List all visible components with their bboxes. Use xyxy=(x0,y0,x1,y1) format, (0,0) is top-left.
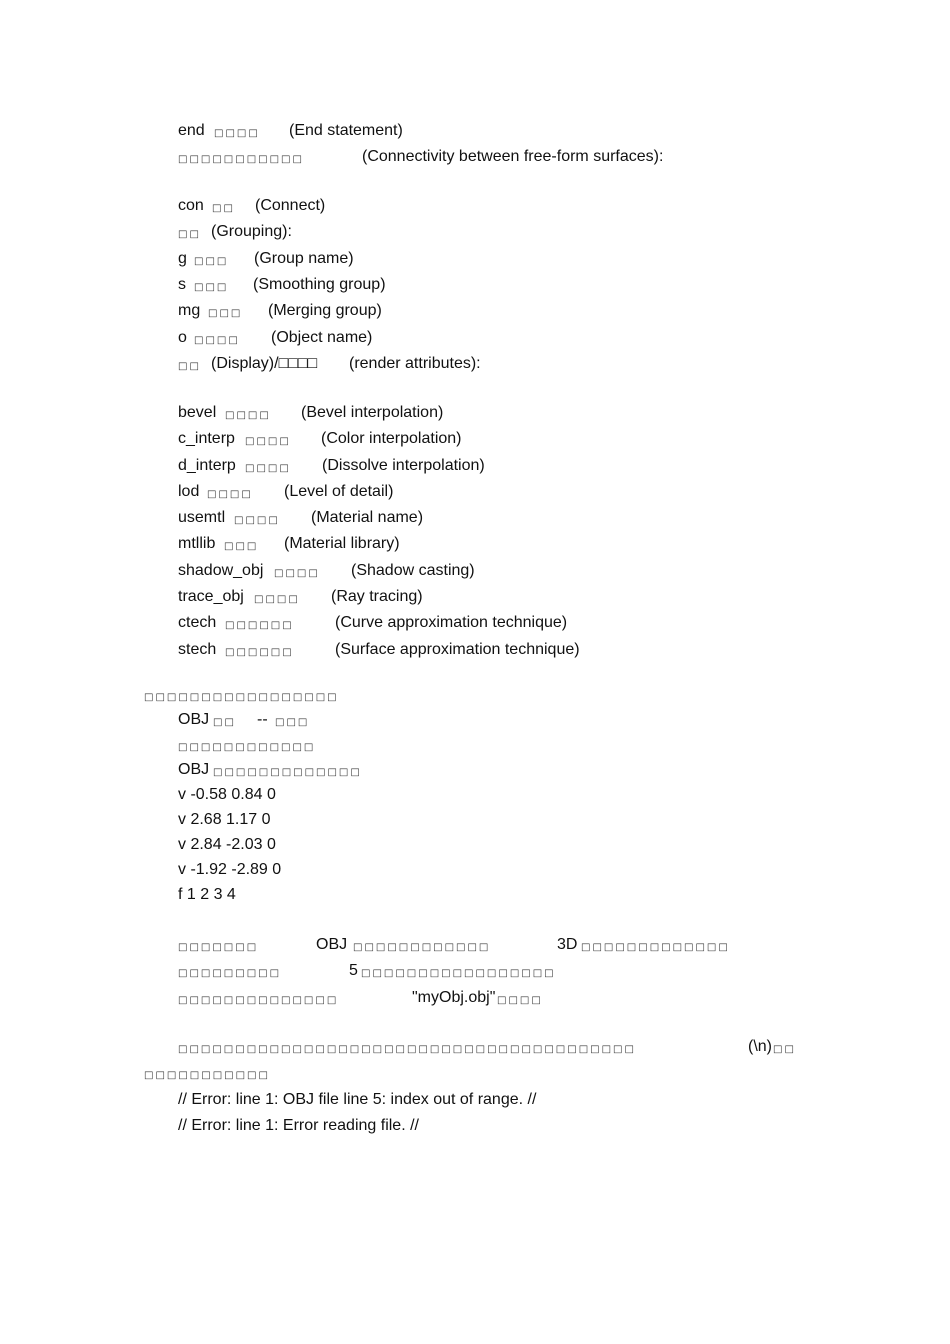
english-label: (render attributes): xyxy=(349,355,481,372)
code-line: v 2.68 1.17 0 xyxy=(178,811,271,828)
error-message: // Error: line 1: Error reading file. // xyxy=(178,1117,419,1134)
code-line: v -1.92 -2.89 0 xyxy=(178,861,282,878)
english-label: (Bevel interpolation) xyxy=(301,404,444,421)
error-message: // Error: line 1: OBJ file line 5: index out of range. // xyxy=(178,1091,537,1108)
code-intro-keyword: OBJ xyxy=(178,761,210,778)
chinese-label: □□□□ xyxy=(214,128,260,139)
paragraph-text: 5 xyxy=(349,962,358,979)
paragraph-text: □□□□□□□□□□□□□ xyxy=(581,942,730,953)
paragraph-text: 3D xyxy=(557,936,578,953)
example-title-cn2: □□□ xyxy=(275,717,310,728)
chinese-label: □□ xyxy=(178,229,201,240)
chinese-label: □□□ xyxy=(208,308,243,319)
chinese-label: □□ xyxy=(178,361,201,372)
keyword: d_interp xyxy=(178,457,236,474)
english-label: (Ray tracing) xyxy=(331,588,423,605)
keyword: end xyxy=(178,122,205,139)
english-label: (Group name) xyxy=(254,250,354,267)
example-title-keyword: OBJ xyxy=(178,711,210,728)
chinese-label: □□□□□□ xyxy=(225,647,294,658)
paragraph-text: □□□□□□□□□□□□□□ xyxy=(178,995,339,1006)
keyword: stech xyxy=(178,641,217,658)
code-line: v -0.58 0.84 0 xyxy=(178,786,276,803)
keyword: mtllib xyxy=(178,535,216,552)
english-label: (Level of detail) xyxy=(284,483,394,500)
paragraph-text: □□□□□□□□□□□□□□□□□ xyxy=(361,968,556,979)
keyword: g xyxy=(178,250,187,267)
english-label: (Smoothing group) xyxy=(253,276,386,293)
paragraph-text: (\n) xyxy=(748,1038,772,1055)
paragraph-text: OBJ xyxy=(316,936,348,953)
english-label: (Color interpolation) xyxy=(321,430,462,447)
keyword: lod xyxy=(178,483,200,500)
paragraph-text: □□□□ xyxy=(497,995,543,1006)
keyword: o xyxy=(178,329,187,346)
english-label: (Surface approximation technique) xyxy=(335,641,580,658)
paragraph-text: □□ xyxy=(773,1044,796,1055)
chinese-label: □□□□□□ xyxy=(225,620,294,631)
paragraph-text: □□□□□□□□□□□ xyxy=(144,1070,270,1081)
english-label: (Merging group) xyxy=(268,302,382,319)
english-label: (Display)/□□□□ xyxy=(211,355,318,372)
code-line: f 1 2 3 4 xyxy=(178,886,236,903)
english-label: (Connect) xyxy=(255,197,326,214)
example-title-cn: □□ xyxy=(213,717,236,728)
chinese-label: □□□ xyxy=(194,282,229,293)
keyword: usemtl xyxy=(178,509,226,526)
keyword: bevel xyxy=(178,404,217,421)
english-label: (Material name) xyxy=(311,509,424,526)
example-intro-text: □□□□□□□□□□□□ xyxy=(178,742,316,753)
chinese-label: □□ xyxy=(212,203,235,214)
keyword: c_interp xyxy=(178,430,235,447)
code-line: v 2.84 -2.03 0 xyxy=(178,836,276,853)
chinese-label: □□□□ xyxy=(225,410,271,421)
chinese-label: □□□□ xyxy=(254,594,300,605)
english-label: (Connectivity between free-form surfaces): xyxy=(362,148,664,165)
chinese-label: □□□□ xyxy=(274,568,320,579)
chinese-label: □□□ xyxy=(224,541,259,552)
paragraph-text: □□□□□□□□□ xyxy=(178,968,282,979)
paragraph-line xyxy=(144,1063,270,1123)
section-heading-text: □□□□□□□□□□□□□□□□□ xyxy=(144,692,339,703)
chinese-label: □□□ xyxy=(194,256,229,267)
english-label: (Shadow casting) xyxy=(351,562,475,579)
keyword: con xyxy=(178,197,204,214)
keyword: ctech xyxy=(178,614,217,631)
chinese-label: □□□□□□□□□□□ xyxy=(178,154,304,165)
english-label: (Object name) xyxy=(271,329,373,346)
english-label: (Material library) xyxy=(284,535,400,552)
english-label: (Curve approximation technique) xyxy=(335,614,568,631)
english-label: (End statement) xyxy=(289,122,403,139)
paragraph-text: □□□□□□□□□□□□□□□□□□□□□□□□□□□□□□□□□□□□□□□□ xyxy=(178,1044,636,1055)
paragraph-text: □□□□□□□ xyxy=(178,942,259,953)
english-label: (Dissolve interpolation) xyxy=(322,457,485,474)
keyword: mg xyxy=(178,302,201,319)
english-label: (Grouping): xyxy=(211,223,292,240)
chinese-label: □□□□ xyxy=(245,463,291,474)
keyword: shadow_obj xyxy=(178,562,264,579)
paragraph-text: □□□□□□□□□□□□ xyxy=(353,942,491,953)
paragraph-text: "myObj.obj" xyxy=(412,989,496,1006)
chinese-label: □□□□ xyxy=(234,515,280,526)
chinese-label: □□□□ xyxy=(245,436,291,447)
chinese-label: □□□□ xyxy=(194,335,240,346)
code-intro-text: □□□□□□□□□□□□□ xyxy=(213,767,362,778)
keyword: trace_obj xyxy=(178,588,244,605)
example-title-dash: -- xyxy=(257,711,268,728)
keyword: s xyxy=(178,276,186,293)
chinese-label: □□□□ xyxy=(207,489,253,500)
